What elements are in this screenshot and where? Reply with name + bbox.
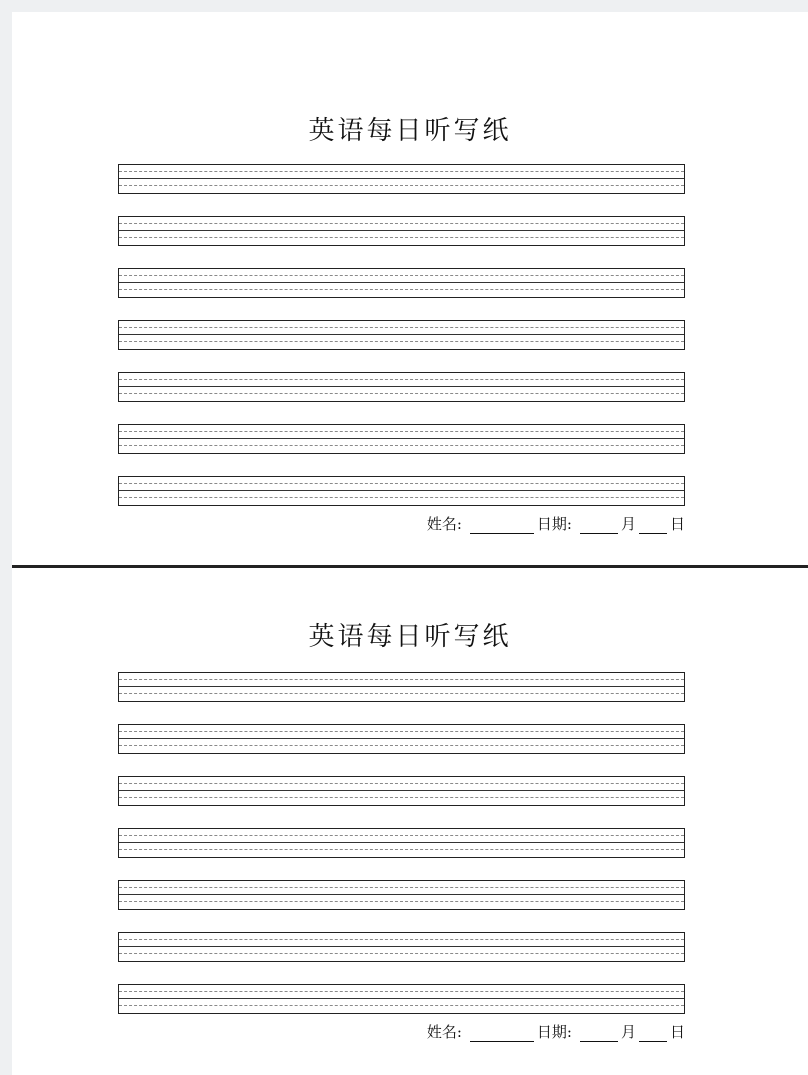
date-label: 日期: xyxy=(536,1023,572,1041)
month-label: 月 xyxy=(620,515,636,533)
guide-line-baseline xyxy=(119,438,684,439)
guide-line-baseline xyxy=(119,686,684,687)
guide-line-baseline xyxy=(119,842,684,843)
writing-row xyxy=(118,372,685,402)
guide-line-dashed xyxy=(119,783,684,784)
page-title: 英语每日听写纸 xyxy=(308,622,512,652)
guide-line-dashed xyxy=(119,341,684,342)
day-label: 日 xyxy=(669,1023,685,1041)
guide-line-dashed xyxy=(119,901,684,902)
guide-line-dashed xyxy=(119,185,684,186)
writing-row xyxy=(118,320,685,350)
day-blank xyxy=(639,517,667,534)
worksheet-page-1 xyxy=(12,12,808,565)
guide-line-dashed xyxy=(119,731,684,732)
guide-line-dashed xyxy=(119,171,684,172)
guide-line-dashed xyxy=(119,275,684,276)
writing-row xyxy=(118,672,685,702)
name-date-footer xyxy=(427,1022,685,1042)
guide-line-baseline xyxy=(119,230,684,231)
writing-row xyxy=(118,776,685,806)
month-blank xyxy=(580,517,618,534)
guide-line-dashed xyxy=(119,797,684,798)
guide-line-baseline xyxy=(119,334,684,335)
writing-lines-group xyxy=(118,164,685,528)
guide-line-dashed xyxy=(119,289,684,290)
name-date-footer xyxy=(427,514,685,534)
writing-row xyxy=(118,724,685,754)
writing-lines-group xyxy=(118,672,685,1036)
writing-row xyxy=(118,984,685,1014)
guide-line-dashed xyxy=(119,393,684,394)
guide-line-baseline xyxy=(119,738,684,739)
guide-line-baseline xyxy=(119,998,684,999)
guide-line-baseline xyxy=(119,790,684,791)
guide-line-dashed xyxy=(119,497,684,498)
writing-row xyxy=(118,424,685,454)
name-blank xyxy=(470,517,534,534)
writing-row xyxy=(118,268,685,298)
guide-line-baseline xyxy=(119,894,684,895)
guide-line-dashed xyxy=(119,991,684,992)
day-label: 日 xyxy=(669,515,685,533)
name-label: 姓名: xyxy=(426,515,462,533)
month-label: 月 xyxy=(620,1023,636,1041)
month-blank xyxy=(580,1025,618,1042)
guide-line-dashed xyxy=(119,483,684,484)
name-label: 姓名: xyxy=(426,1023,462,1041)
guide-line-baseline xyxy=(119,946,684,947)
guide-line-dashed xyxy=(119,835,684,836)
guide-line-baseline xyxy=(119,178,684,179)
guide-line-dashed xyxy=(119,1005,684,1006)
guide-line-dashed xyxy=(119,849,684,850)
writing-row xyxy=(118,216,685,246)
day-blank xyxy=(639,1025,667,1042)
writing-row xyxy=(118,932,685,962)
writing-row xyxy=(118,828,685,858)
guide-line-dashed xyxy=(119,237,684,238)
writing-row xyxy=(118,880,685,910)
writing-row xyxy=(118,476,685,506)
writing-row xyxy=(118,164,685,194)
guide-line-dashed xyxy=(119,379,684,380)
name-blank xyxy=(470,1025,534,1042)
guide-line-dashed xyxy=(119,693,684,694)
guide-line-baseline xyxy=(119,386,684,387)
guide-line-dashed xyxy=(119,327,684,328)
page-title: 英语每日听写纸 xyxy=(308,116,512,146)
worksheet-page-2 xyxy=(12,568,808,1075)
guide-line-baseline xyxy=(119,282,684,283)
guide-line-dashed xyxy=(119,223,684,224)
guide-line-dashed xyxy=(119,887,684,888)
guide-line-dashed xyxy=(119,679,684,680)
guide-line-dashed xyxy=(119,445,684,446)
date-label: 日期: xyxy=(536,515,572,533)
guide-line-dashed xyxy=(119,431,684,432)
guide-line-dashed xyxy=(119,953,684,954)
guide-line-dashed xyxy=(119,939,684,940)
guide-line-baseline xyxy=(119,490,684,491)
guide-line-dashed xyxy=(119,745,684,746)
